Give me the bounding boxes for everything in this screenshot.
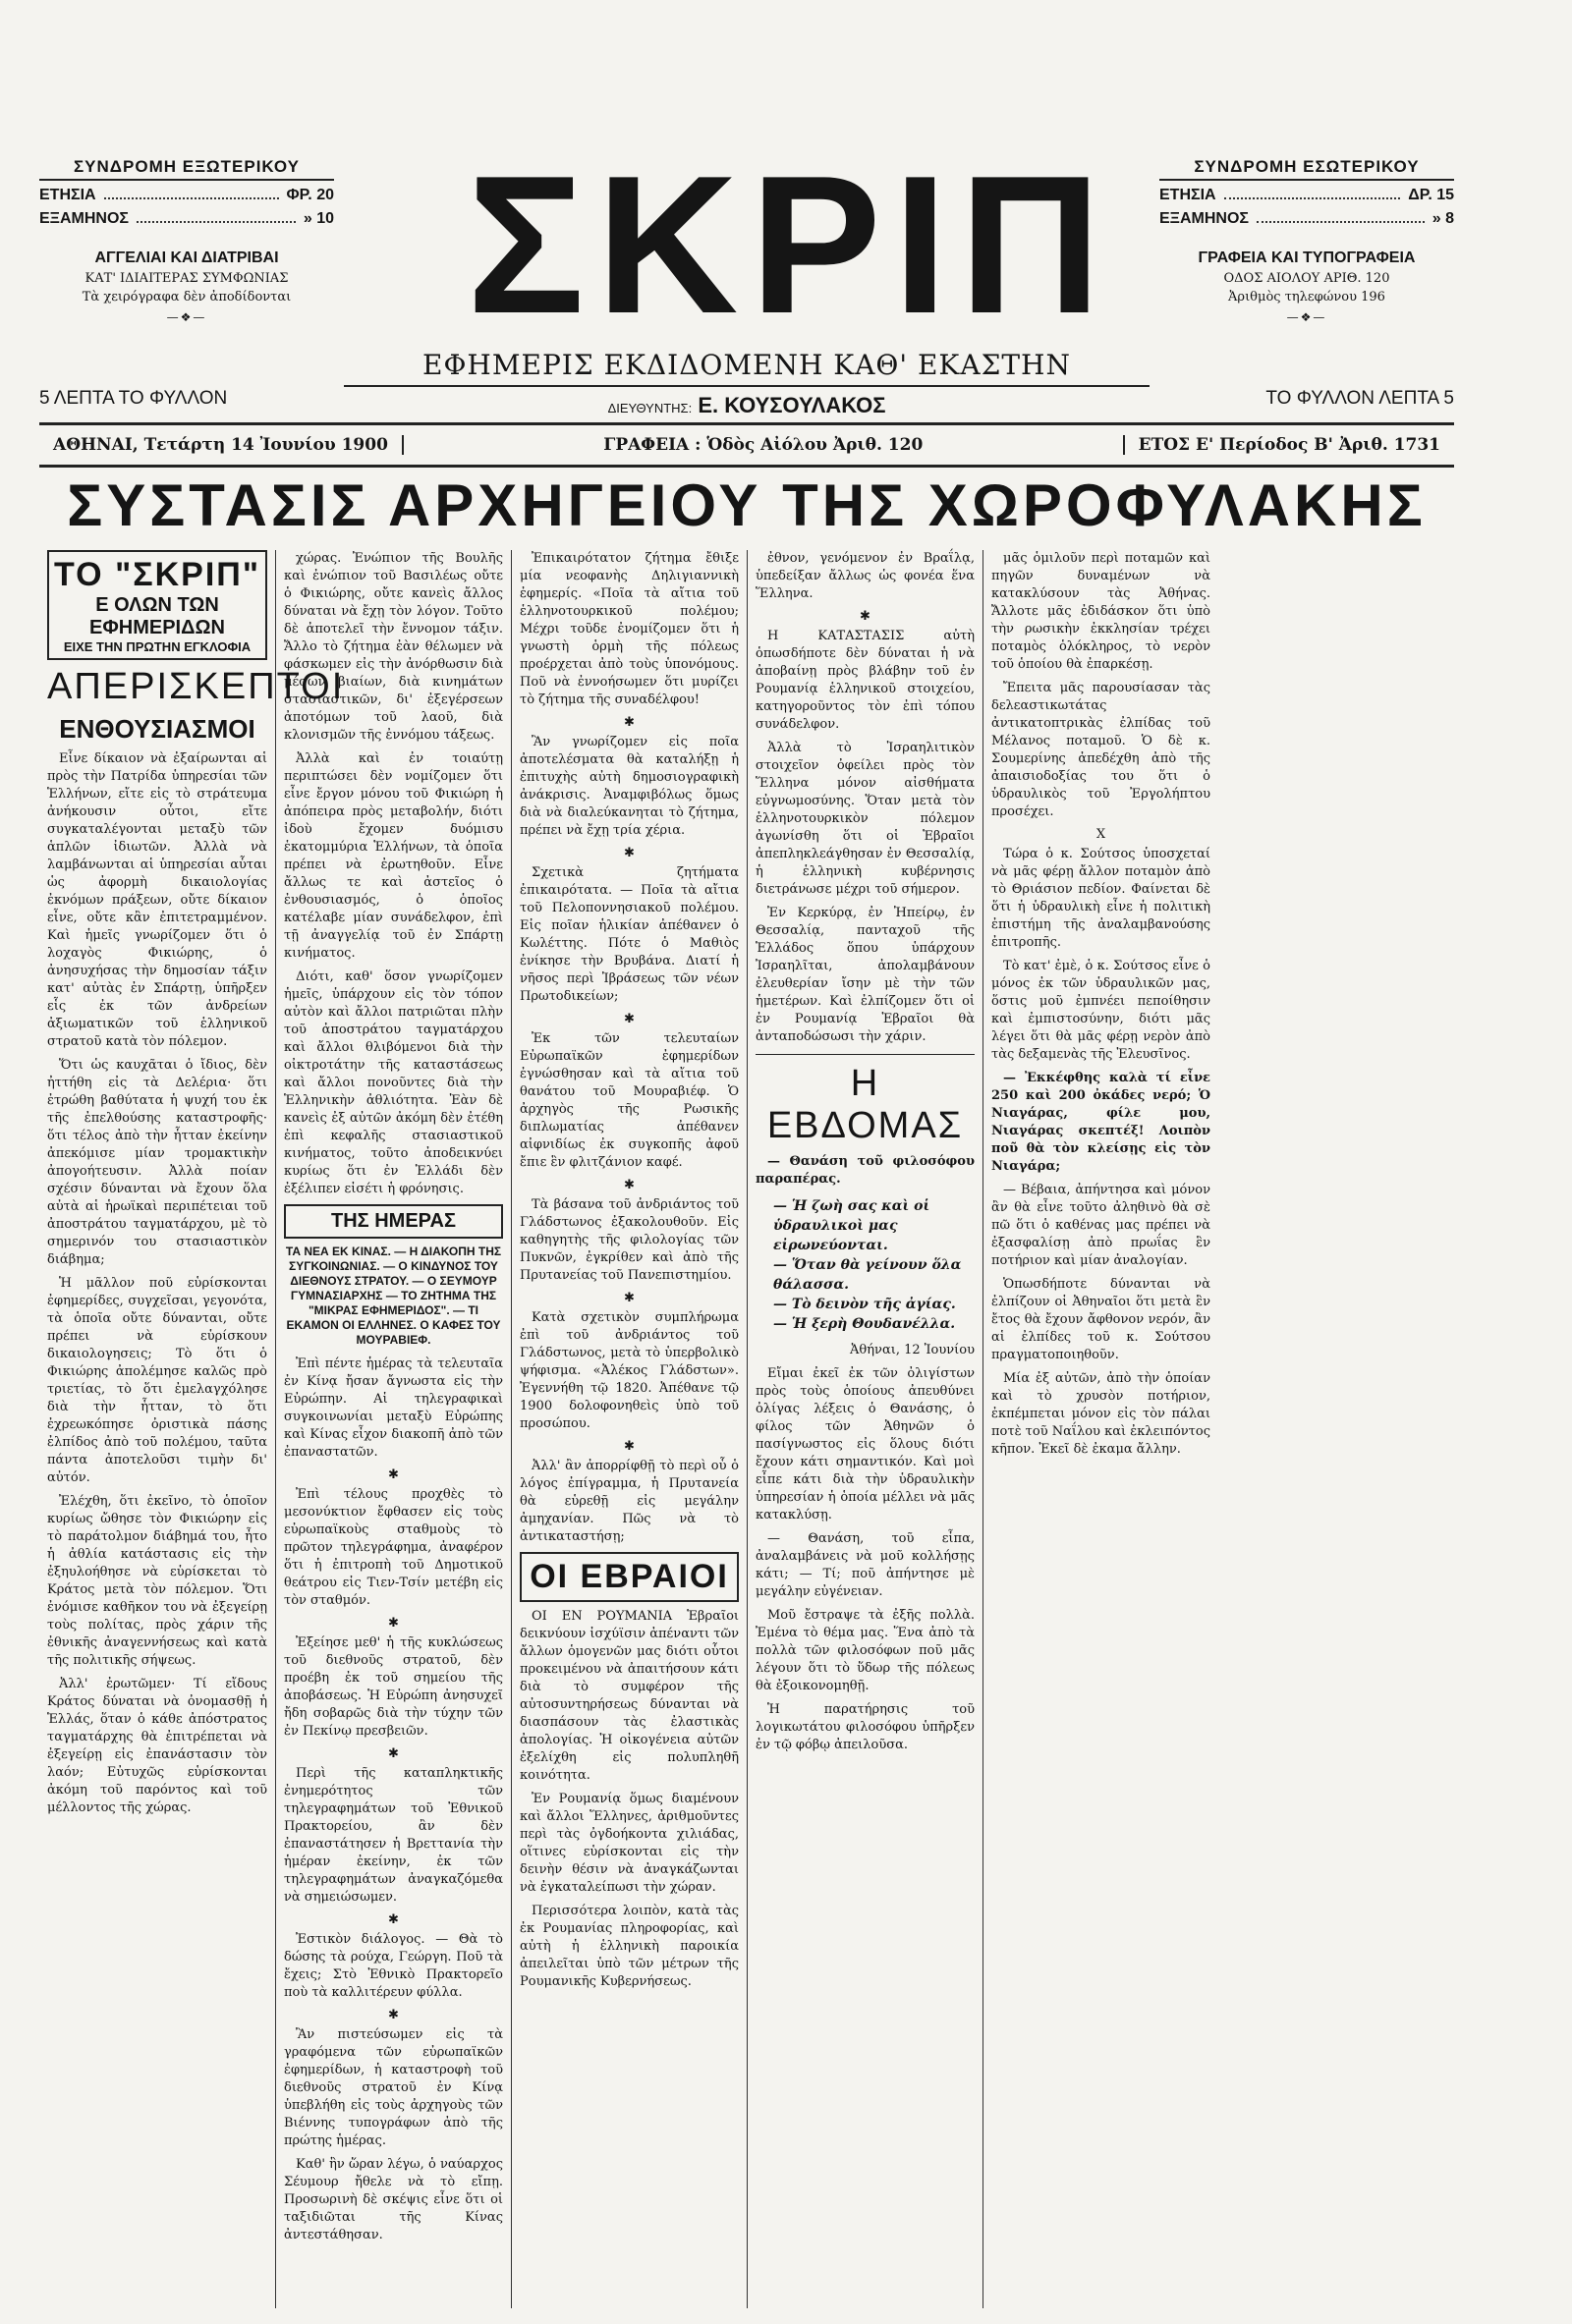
of-the-day-summary: ΤΑ ΝΕΑ ΕΚ ΚΙΝΑΣ. — Η ΔΙΑΚΟΠΗ ΤΗΣ ΣΥΓΚΟΙΝΩΝΙΑΣ. — Ο ΚΙΝΔΥΝΟΣ ΤΟΥ ΔΙΕΘΝΟΥΣ ΣΤΡΑΤΟΥ. — Ο ΣΕΥΜΟΥΡ ΓΥΜΝΑΣΙΑΡΧΗΣ — ΤΟ ΖΗΤΗΜΑ ΤΗΣ "ΜΙΚΡΑΣ ΕΦΗΜΕΡΙΔΟΣ". — ΤΙ ΕΚΑΜΟΝ ΟΙ ΕΛΛΗΝΕΣ. Ο ΚΑΦΕΣ ΤΟΥ ΜΟΥΡΑΒΙΕΦ. (285, 1245, 502, 1347)
column-3 (511, 550, 747, 2308)
subscription-abroad-heading: ΣΥΝΔΡΟΜΗ ΕΞΩΤΕΡΙΚΟΥ (39, 157, 334, 181)
column-1 (39, 550, 345, 2308)
news-paragraph: Ἐξείησε μεθ' ἡ τῆς κυκλώσεως τοῦ διεθνοῦς στρατοῦ, δὲν προέβη ἐκ τοῦ σημείου τῆς ἀποβάσεως. Ἡ Εὐρώπη ἀνησυχεῖ ἤδη σοβαρῶς διὰ τὴν τύχην τῶν ἐν Πεκίνῳ πρεσβειῶν. (284, 1635, 503, 1739)
asterisk-divider: ✱ (388, 2008, 399, 2022)
week-paragraph: Εἴμαι ἐκεῖ ἐκ τῶν ὀλιγίστων πρὸς τοὺς ὁποίους ἀπευθύνει ὀλίγας λέξεις ὁ Θανάσης, ὁ φίλος τῶν Ἀθηνῶν ὁ πασίγνωστος εἰς ὅλους διότι ἔχουν κάτι σημαντικόν. Καὶ μοὶ εἶπε κάτι διὰ τὴν ὑδραυλικὴν ὑπηρεσίαν ἡ ὁποία μέλλει νὰ μᾶς κατακλύσῃ. (756, 1366, 975, 1522)
subscription-domestic-halfyear (1159, 210, 1454, 228)
offices-note: ΓΡΑΦΕΙΑ ΚΑΙ ΤΥΠΟΓΡΑΦΕΙΑ (1198, 249, 1416, 266)
news-paragraph: Ἂν γνωρίζομεν εἰς ποῖα ἀποτελέσματα θὰ καταλήξῃ ἡ ἐπιτυχὴς αὐτὴ δημοσιογραφικὴ ἀνάκρισις. Ἀναμφιβόλως ὅμως διὰ νὰ διαλεύκανηται τὸ ζήτημα, πρέπει νὰ ἔχῃ τρία χέρια. (520, 735, 739, 838)
week-paragraph: Ὁπωσδήποτε δύνανται νὰ ἐλπίζουν οἱ Ἀθηναῖοι ὅτι μετὰ ἓν ἔτος θὰ ἔχουν ἄφθονον νερόν, ἂν αἱ ἐλπίδες τοῦ κ. Σούτσου πραγματοποιηθοῦν. (991, 1277, 1210, 1362)
news-paragraph: Ἀλλ' ἂν ἀπορρίφθῇ τὸ περὶ οὗ ὁ λόγος ἐπίγραμμα, ἡ Πρυτανεία θὰ εὑρεθῇ εἰς μεγάλην ἀμηχανίαν. Πῶς νὰ τὸ ἀντικαταστήσῃ; (520, 1459, 739, 1544)
article-paragraph: χώρας. Ἐνώπιον τῆς Βουλῆς καὶ ἐνώπιον τοῦ Βασιλέως οὔτε ὁ Φικιώρης, οὔτε κανεὶς ἄλλος δύναται νὰ ἔχῃ τὸν λόγον. Τοῦτο δὲ ἀποτελεῖ τὴν ἔννομον τάξιν. Ἄλλο τὸ ζήτημα ἐὰν θέλωμεν νὰ φάσκωμεν εἰς τὴν ἀνόρθωσιν διὰ μέσων βιαίων, διὰ κινημάτων στασιαστικῶν, δι' ἐξεγέρσεων ἀποτόμων τοῦ λαοῦ, διὰ κλονισμῶν τῆς ἐννόμου τάξεως. (284, 551, 503, 743)
news-paragraph: Ἐκ τῶν τελευταίων Εὐρωπαϊκῶν ἐφημερίδων ἐγνώσθησαν καὶ τὰ αἴτια τοῦ θανάτου τοῦ Μουραβιέφ. Ὁ ἀρχηγὸς τῆς Ρωσικῆς διπλωματίας ἀπέθανεν αἰφνιδίως ἐκ συγκοπῆς ἀφοῦ ἔπιε ἓν φλιτζάνιον καφέ. (520, 1031, 739, 1170)
week-quote: — Ἐκκέφθης καλὰ τί εἶνε 250 καὶ 200 ὀκάδες νερό; Ὁ Νιαγάρας, φίλε μου, Νιαγάρας σκεπτέξ! Λοιπὸν ποῦ θὰ τὸν κλείσῃς εἰς τὸν Νιαγάρα; (991, 1071, 1210, 1174)
advertisements-note: ΑΓΓΕΛΙΑΙ ΚΑΙ ΔΙΑΤΡΙΒΑΙ (94, 249, 279, 266)
news-paragraph: Ἐστικὸν διάλογος. — Θὰ τὸ δώσης τὰ ρούχα, Γεώργη. Ποῦ τὰ ἔχεις; Στὸ Ἐθνικὸ Πρακτορεῖο ποὺ τὰ καλλιτέρευν φύλλα. (284, 1932, 503, 2000)
issue-date: ΑΘΗΝΑΙ, Τετάρτη 14 Ἰουνίου 1900 (53, 435, 388, 455)
asterisk-divider: ✱ (388, 1746, 399, 1761)
of-the-day-title: ΤΗΣ ΗΜΕΡΑΣ (331, 1210, 456, 1232)
article-paragraph: Ἀλλὰ καὶ ἐν τοιαύτῃ περιπτώσει δὲν νομίζομεν ὅτι εἶνε ἔργον μόνου τοῦ Φικιώρη ἡ ἀπόπειρα πρὸς μεταβολήν, διότι ἰδοὺ ἔχομεν δυόμισυ ἑκατομμύρια Ἑλλήνων, τὰ ὁποῖα πρέπει νὰ ἐρωτηθοῦν. Εἶνε ἄλλως τε καὶ ἀστεῖος ὁ ἐνθουσιασμός, ὁ ὁποῖος κατέλαβε μίαν συνάδελφον, ἐπὶ τῇ ἀναγγελίᾳ τοῦ ἐν Σπάρτῃ κινήματος. (284, 751, 503, 961)
week-paragraph: Ἔπειτα μᾶς παρουσίασαν τὰς δελεαστικωτάτας ἀντικατοπτρικὰς ἐλπίδας τοῦ Μέλανος ποταμοῦ. Ὁ δὲ κ. Σουμερίνης ἀπεδέχθη ἀπὸ τῆς ἀπαισιοδοξίας του ὅτι ὁ ὑδραυλικὸς τοῦ Ἐργολήπτου προσέχει. (991, 681, 1210, 819)
article-paragraph: Ὅτι ὡς καυχᾶται ὁ ἴδιος, δὲν ἠττήθη εἰς τὰ Δελέρια· ὅτι ἐτρώθη βαθύτατα ἡ ψυχή του ἐκ τῆς ἐπελθούσης καταστροφῆς· ὅτι τέλος ἀπὸ τὴν ἧτταν ἐκείνην ἀπεκόμισε μίαν τρομακτικὴν ἀπογοήτευσιν. Ἀλλὰ ποίαν σχέσιν δύνανται νὰ ἔχουν ὅλα αὐτὰ αἱ ἡρωϊκαὶ περιπέτειαι τοῦ ἀποστράτου ταγματάρχου, μὲ τὸ σημερινόν του στασιαστικὸν διάβημα; (47, 1058, 267, 1267)
asterisk-divider: ✱ (624, 715, 635, 730)
skrip-first-box (47, 550, 267, 660)
subscription-domestic-yearly (1159, 187, 1454, 204)
article-columns (39, 550, 1454, 2308)
manuscripts-note: Τὰ χειρόγραφα δὲν ἀποδίδονται (82, 290, 292, 304)
week-paragraph: Τὸ κατ' ἐμὲ, ὁ κ. Σούτσος εἶνε ὁ μόνος ἐκ τῶν ὑδραυλικῶν μας, ὅστις μοῦ ἐμπνέει πεποίθησιν καὶ ἐμπιστοσύνην, διότι μᾶς λέγει ὅτι θὰ μᾶς φέρῃ νερὸν ἀπὸ τὰς δεξαμενὰς τῆς Ἐλευσῖνος. (991, 959, 1210, 1062)
article-paragraph: Εἶνε δίκαιον νὰ ἐξαίρωνται αἱ πρὸς τὴν Πατρίδα ὑπηρεσίαι τῶν Ἑλλήνων, εἴτε εἰς τὸ στράτευμα ἀνήκουσιν οὗτοι, εἴτε συγκαταλέγονται μεταξὺ τῶν ἁπλῶν ἰδιωτῶν. Ἀλλὰ νὰ λαμβάνωνται αἱ ὑπηρεσίαι αὗται ὡς ἀφορμὴ δικαιολογίας ἐκνόμων πράξεων, οὔτε δίκαιον εἶνε, οὔτε κἂν ἐπιτετραμμένον. Καὶ ἡμεῖς γνωρίζομεν ὅτι ὁ λοχαγὸς Φικιώρης, ὁ ἀνησυχήσας τὴν δημοσίαν τάξιν κατ' αὐτὰς ἐν Σπάρτῃ, ὑπῆρξεν εἷς ἐκ τῶν ἀνδρείων ἀξιωματικῶν τοῦ ἑλληνικοῦ στρατοῦ κατὰ τὸν πόλεμον. (47, 751, 267, 1049)
article-paragraph: ἐθνον, γενόμενον ἐν Βραΐλᾳ, ὑπεδείξαν ἄλλως ὡς φονέα ἕνα Ἕλληνα. (756, 551, 975, 601)
office-address: ΓΡΑΦΕΙΑ : Ὁδὸς Αἰόλου Ἀριθ. 120 (402, 435, 1123, 455)
halfyear-label: ΕΞΑΜΗΝΟΣ (39, 210, 130, 227)
article-paragraph: Ἀλλ' ἐρωτῶμεν· Τί εἴδους Κράτος δύναται νὰ ὀνομασθῇ ἡ Ἑλλάς, ὅταν ὁ κάθε ἀπόστρατος ταγματάρχης θὰ ἐπιτρέπεται νὰ ἐξεγείρῃ εἰς ἐπανάστασιν τὸν λαόν; Εὐτυχῶς εὑρίσκονται ἀκόμη τοῦ παρόντος καὶ τοῦ μέλλοντος τῆς χώρας. (47, 1677, 267, 1815)
asterisk-divider: ✱ (860, 609, 870, 624)
news-paragraph: Κατὰ σχετικὸν συμπλήρωμα ἐπὶ τοῦ ἀνδριάντος τοῦ Γλάδστωνος, μετὰ τὸ ὑπερβολικὸ ψήφισμα. «Ἀλέκος Γλάδστων». Ἐγεννήθη τῷ 1820. Ἀπέθανε τῷ 1900 δολοφονηθεὶς ὑπὸ τοῦ προσώπου. (520, 1310, 739, 1431)
article-paragraph: Η ΚΑΤΑΣΤΑΣΙΣ αὐτὴ ὁπωσδήποτε δὲν δύναται ἡ νὰ ἀποβαίνῃ πρὸς βλάβην τοῦ ἐν Ρουμανίᾳ ἑλληνικοῦ στοιχείου, κατηγοροῦντος τὸν ἐπὶ τόπου συνάδελφον. (756, 629, 975, 732)
news-paragraph: Ἐπὶ τέλους προχθὲς τὸ μεσονύκτιον ἔφθασεν εἰς τοὺς εὐρωπαϊκοὺς σταθμοὺς τὸ πρῶτον τηλεγράφημα, ἀναφέρον ὅτι ἡ ἐπιτροπὴ τοῦ Δημοτικοῦ θεάτρου εἰς Τιεν-Τσίν μετέβη εἰς τὸν σταθμόν. (284, 1487, 503, 1608)
asterisk-divider: ✱ (388, 1616, 399, 1631)
main-headline: ΣΥΣΤΑΣΙΣ ΑΡΧΗΓΕΙΟΥ ΤΗΣ ΧΩΡΟΦΥΛΑΚΗΣ (67, 472, 1427, 538)
director-line (501, 393, 992, 418)
week-paragraph: — Θανάση, τοῦ εἶπα, ἀναλαμβάνεις νὰ μοῦ κολλήσῃς κάτι; — Τί; ποῦ ἀπήντησε μὲ μεγάλην εὐγένειαν. (756, 1531, 975, 1599)
article-paragraph: Διότι, καθ' ὅσον γνωρίζομεν ἡμεῖς, ὑπάρχουν εἰς τὸν τόπον αὐτὸν καὶ ἄλλοι πατριῶται πλὴν τοῦ ἀποστράτου ταγματάρχου καὶ ἄλλοι θλιβόμενοι διὰ τὴν οἰκτροτάτην τῆς καταστάσεως καὶ ἄλλοι πονοῦντες διὰ τὴν Ἑλληνικὴν ἀθλιότητα. Ἐὰν δὲ κανεὶς ἐξ αὐτῶν ἀκόμη δὲν ἐτέθη ἐπὶ κεφαλῆς στασιαστικοῦ κινήματος, τοῦτο ἀποδεικνύει κυρίως ὅτι ἐν Ἑλλάδι δὲν ἐξέλιπεν εἰσέτι ἡ φρόνησις. (284, 969, 503, 1196)
subscription-abroad-halfyear (39, 210, 334, 228)
cross-divider: Χ (1095, 827, 1106, 842)
news-paragraph: Καθ' ἣν ὥραν λέγω, ὁ ναύαρχος Σέυμουρ ἤθελε νὰ τὸ εἴπῃ. Προσωρινὴ δὲ σκέψις εἶνε ὅτι οἱ ταξιδιῶται τῆς Κίνας ἀντεστάθησαν. (284, 2157, 503, 2242)
news-paragraph: Ἐπικαιρότατον ζήτημα ἔθιξε μία νεοφανὴς Δηλιγιαννικὴ ἐφημερίς. «Ποῖα τὰ αἴτια τοῦ ἑλληνοτουρκικοῦ πολέμου; Μέχρι τοῦδε ἐνομίζομεν ὅτι ἡ γνωστὴ ὁρμὴ τῆς πόλεως προέρχεται ἀπὸ τοὺς ὑπονόμους. Ποῦ νὰ ἐννοήσωμεν ὅτι μυρίζει τὸ ζήτημα τῆς συναδέλφου! (520, 551, 739, 707)
column-5 (982, 550, 1218, 2308)
director-label: ΔΙΕΥΘΥΝΤΗΣ: (607, 401, 693, 415)
week-dateline: Ἀθήναι, 12 Ἰουνίου (850, 1343, 975, 1357)
section-divider (756, 1054, 975, 1055)
news-paragraph: Τὰ βάσανα τοῦ ἀνδριάντος τοῦ Γλάδστωνος ἐξακολουθοῦν. Εἰς καθηγητὴς τῆς φιλολογίας τῶν Πυκνῶν, ἐγκρίθεν καὶ ἀπὸ τῆς Πρυτανείας τοῦ Πανεπιστημίου. (520, 1197, 739, 1283)
week-paragraph: Μία ἐξ αὐτῶν, ἀπὸ τὴν ὁποίαν καὶ τὸ χρυσὸν ποτήριον, ἐκπέμπεται μόνον εἰς τὸν πάλαι ποτὲ τοῦ Ναΐλου καὶ ἐκλειπόντος κῆπον. Ἐκεῖ δὲ ἐκαμα ἄλλην. (991, 1371, 1210, 1457)
of-the-day-box (284, 1204, 503, 1239)
week-paragraph: Ἡ παρατήρησις τοῦ λογικωτάτου φιλοσόφου ὑπῆρξεν ἐν τῷ φόβῳ ἀπειλοῦσα. (756, 1702, 975, 1752)
article-paragraph: Ἐλέχθη, ὅτι ἐκεῖνο, τὸ ὁποῖον κυρίως ὤθησε τὸν Φικιώρην εἰς τὸ παράτολμον διάβημά του, ἦτο ἡ ἀθλία κατάστασις εἰς τὴν ἐξηυλοήθησε νὰ εὑρίσκεται τὸ Κράτος μετὰ τὸν πόλεμον. Ὅτι ἐνόμισε καθῆκον του νὰ ἐξεγείρῃ τοὺς πολίτας, πρὸς χάριν τῆς ἐθνικῆς ἀναγεννήσεως καὶ κατὰ τῆς πολιτικῆς σήψεως. (47, 1494, 267, 1668)
news-paragraph: Ἂν πιστεύσωμεν εἰς τὰ γραφόμενα τῶν εὐρωπαϊκῶν ἐφημερίδων, ἡ καταστροφὴ τοῦ διεθνοῦς στρατοῦ ἐν Κίνᾳ ὑπεβλήθη εἰς τοὺς ἀρχηγοὺς τῶν Βιέννης τυπογράφων ἀπὸ τῆς πρώτης ἡμέρας. (284, 2027, 503, 2148)
telephone-note: Ἀριθμὸς τηλεφώνου 196 (1228, 290, 1385, 304)
skrip-box-note: ΕΙΧΕ ΤΗΝ ΠΡΩΤΗΝ ΕΓΚΛΟΦΙΑ (63, 639, 252, 654)
dateline (39, 422, 1454, 468)
column-4 (747, 550, 982, 2308)
yearly-price: ΔΡ. 15 (1408, 187, 1454, 203)
jews-article-box (520, 1552, 739, 1602)
article-paragraph: Περισσότερα λοιπὸν, κατὰ τὰς ἐκ Ρουμανίας πληροφορίας, καὶ αὐτὴ ἡ ἑλληνικὴ παροικία ἀπειλεῖται ὑπὸ τῶν μέτρων τῆς Ρουμανικῆς Κυβερνήσεως. (520, 1904, 739, 1989)
week-paragraph: — Βέβαια, ἀπήντησα καὶ μόνον ἂν θὰ εἶνε τοῦτο ἀληθινὸ θὰ σὲ πῶ ὅτι ὁ καθένας μας πρέπει νὰ ἐξασφαλίσῃ ἀπὸ πρωΐας ἓν ποτήριον καὶ μίαν ἀναλογίαν. (991, 1183, 1210, 1268)
price-right: ΤΟ ΦΥΛΛΟΝ ΛΕΠΤΑ 5 (1265, 388, 1454, 409)
subscription-domestic (1159, 157, 1454, 324)
agreement-note: ΚΑΤ' ΙΔΙΑΙΤΕΡΑΣ ΣΥΜΦΩΝΙΑΣ (84, 271, 289, 286)
week-paragraph: Τώρα ὁ κ. Σούτσος ὑποσχεταί νὰ μᾶς φέρῃ ἄλλον ποταμὸν ἀπὸ τὸ Θριάσιον πεδίον. Φαίνεται δὲ ὅτι ἡ ὑδραυλικὴ εἶνε ἡ πολιτικὴ ἐπιστήμη τῆς ἀναλαμβανούσης ἐπιτροπῆς. (991, 847, 1210, 950)
asterisk-divider: ✱ (388, 1912, 399, 1927)
asterisk-divider: ✱ (624, 846, 635, 860)
article-subtitle: ΕΝΘΟΥΣΙΑΣΜΟΙ (59, 714, 255, 744)
week-verses: — Ἡ ζωὴ σας καὶ οἱ ὑδραυλικοὶ μας εἰρωνεύονται. — Ὅταν θὰ γείνουν ὅλα θάλασσα. — Τὸ δεινὸν τῆς ἀγίας. — Ἡ ξερὴ Θουδανέλλα. (773, 1198, 962, 1332)
asterisk-divider: ✱ (624, 1178, 635, 1192)
asterisk-divider: ✱ (624, 1291, 635, 1305)
director-name: Ε. ΚΟΥΣΟΥΛΑΚΟΣ (698, 393, 886, 417)
yearly-label: ΕΤΗΣΙΑ (1159, 187, 1216, 203)
newspaper-logo: ΣΚΡΙΠ (467, 136, 1113, 355)
tagline: ΕΦΗΜΕΡΙΣ ΕΚΔΙΔΟΜΕΝΗ ΚΑΘ' ΕΚΑΣΤΗΝ (344, 349, 1150, 387)
yearly-price: ΦΡ. 20 (286, 187, 334, 203)
halfyear-label: ΕΞΑΜΗΝΟΣ (1159, 210, 1250, 227)
halfyear-price: » 8 (1432, 210, 1454, 227)
asterisk-divider: ✱ (624, 1439, 635, 1454)
article-title: ΑΠΕΡΙΣΚΕΠΤΟΙ (47, 666, 345, 707)
masthead (39, 136, 1454, 452)
skrip-box-title: ΤΟ "ΣΚΡΙΠ" (54, 556, 260, 593)
price-left: 5 ΛΕΠΤΑ ΤΟ ΦΥΛΛΟΝ (39, 388, 228, 409)
week-paragraph: μᾶς ὁμιλοῦν περὶ ποταμῶν καὶ πηγῶν δυναμένων νὰ κατακλύσουν τὰς Ἀθήνας. Ἄλλοτε μᾶς ἐδιδάσκον ὅτι ὑπὸ τὴν ρωσικὴν ἐκκλησίαν τρέχει ποταμὸς ὁλόκληρος, τὸ νερὸν τοῦ ὁποίου θὰ ἐπαρκέσῃ. (991, 551, 1210, 672)
subscription-abroad-yearly (39, 187, 334, 204)
halfyear-price: » 10 (303, 210, 334, 227)
week-paragraph: Μοῦ ἔστραψε τὰ ἐξῆς πολλὰ. Ἐμένα τὸ θέμα μας. Ἕνα ἀπὸ τὰ πολλὰ τῶν φιλοσόφων ποῦ μᾶς λέγουν ὅτι τὸ ὕδωρ τῆς πόλεως θὰ ἐξοικονομηθῇ. (756, 1608, 975, 1693)
yearly-label: ΕΤΗΣΙΑ (39, 187, 96, 203)
week-lead: — Θανάση τοῦ φιλοσόφου παραπέρας. (756, 1154, 975, 1187)
article-paragraph: Ἡ μᾶλλον ποῦ εὑρίσκονται ἐφημερίδες, συγχεῖσαι, γεγονότα, τὰ ὁποῖα οὔτε δύνανται, οὔτε πρέπει νὰ εὑρίσκουν δικαιολογησεις; Τὸ ὅτι ὁ Φικιώρης ἀπολέμησε καλῶς πρὸ τριετίας, τὸ ὅτι ἐμελαγχόλησε διὰ τὴν ἧτταν, τὸ ὅτι ἐχρεωκόπησε ὀριστικὰ πάσης ἐλπίδος ἀπὸ τοῦ πολέμου, ταῦτα πάντα ἀποτελοῦσι τιμὴν δι' αὐτόν. (47, 1276, 267, 1485)
subscription-domestic-heading: ΣΥΝΔΡΟΜΗ ΕΣΩΤΕΡΙΚΟΥ (1159, 157, 1454, 181)
address-note: ΟΔΟΣ ΑΙΟΛΟΥ ΑΡΙΘ. 120 (1223, 271, 1390, 286)
asterisk-divider: ✱ (388, 1467, 399, 1482)
article-paragraph: Ἐν Κερκύρᾳ, ἐν Ἠπείρῳ, ἐν Θεσσαλίᾳ, πανταχοῦ τῆς Ἑλλάδος ὅπου ὑπάρχουν Ἰσραηλῖται, ἀπολαμβάνουν ἐλευθερίαν ἴσην μὲ τὴν τῶν ἡμετέρων. Καὶ ἐλπίζομεν ὅτι οἱ ἐν Ρουμανίᾳ Ἑβραῖοι θὰ ἀνταποδώσωσι τὴν χάριν. (756, 906, 975, 1044)
article-paragraph: Ἀλλὰ τὸ Ἰσραηλιτικὸν στοιχεῖον ὀφείλει πρὸς τὸν Ἕλληνα μόνον αἰσθήματα εὐγνωμοσύνης. Ὅταν μετὰ τὸν ἑλληνοτουρκικὸν πόλεμον ἀγωνίσθη ὅτι οἱ Ἑβραῖοι ἀπεπληκλεάγθησαν ἐν Θεσσαλίᾳ, ἡ ἑλληνικὴ κυβέρνησις διετράνωσε μέχρι τοῦ σήμερον. (756, 741, 975, 897)
week-section-title: Η ΕΒΔΟΜΑΣ (766, 1063, 964, 1146)
column-2 (275, 550, 511, 2308)
skrip-box-subtitle: Ε ΟΛΩΝ ΤΩΝ ΕΦΗΜΕΡΙΔΩΝ (89, 594, 225, 638)
ornament-divider: —❖— (1286, 310, 1327, 324)
asterisk-divider: ✱ (624, 1012, 635, 1026)
subscription-abroad (39, 157, 334, 324)
article-paragraph: Ἐν Ρουμανίᾳ ὅμως διαμένουν καὶ ἄλλοι Ἕλληνες, ἀριθμοῦντες περὶ τὰς ὀγδοήκοντα χιλιάδας, οἵτινες εὑρίσκονται εἰς τὴν δεινὴν θέσιν νὰ ἀναγκάζωνται νὰ ἐγκαταλείπωσι τὴν χώραν. (520, 1792, 739, 1895)
news-paragraph: Περὶ τῆς καταπληκτικῆς ἐνημερότητος τῶν τηλεγραφημάτων τοῦ Ἐθνικοῦ Πρακτορείου, ἂν δὲν ἐπαναστάτησεν ἡ Βρεττανία τὴν ἡμέραν ἐκείνην, ἐκ τῶν τηλεγραφημάτων ἀναγκαζόμεθα νὰ σημειώσωμεν. (284, 1766, 503, 1905)
ornament-divider: —❖— (166, 310, 207, 324)
jews-article-title: ΟΙ ΕΒΡΑΙΟΙ (530, 1558, 729, 1595)
article-paragraph: ΟΙ ΕΝ ΡΟΥΜΑΝΙΑ Ἑβραῖοι δεικνύουν ἰσχύϊσιν ἀπέναντι τῶν ἄλλων ὁμογενῶν μας διότι οὗτοι προκειμένου νὰ ἀπαιτήσουν κάτι διὰ τὸ συμφέρον τῆς αὐτοσυντηρήσεως δύνανται νὰ διασπάσουν τὰς ἐλαστικὰς ἀπολογίας. Ἡ οἰκογένεια αὐτῶν ἐξελίχθη εἰς πολυπληθῆ κοινότητα. (520, 1609, 739, 1783)
news-paragraph: Ἐπὶ πέντε ἡμέρας τὰ τελευταῖα ἐν Κίνᾳ ἤσαν ἄγνωστα εἰς τὴν Εὐρώπην. Αἱ τηλεγραφικαὶ συγκοινωνίαι μεταξὺ Εὐρώπης καὶ Κίνας εἶχον διακοπῆ ἀπὸ τῶν ἐπαναστατῶν. (284, 1356, 503, 1460)
issue-number: ΕΤΟΣ Ε' Περίοδος Β' Ἀριθ. 1731 (1123, 435, 1454, 455)
news-paragraph: Σχετικὰ ζητήματα ἐπικαιρότατα. — Ποῖα τὰ αἴτια τοῦ Πελοποννησιακοῦ πολέμου. Εἰς ποῖαν ἡλικίαν ἀπέθανεν ὁ Κωλέττης. Πότε ὁ Μαθιὸς ἐνίκησε τὴν Βρυβάνα. Διατί ἡ νῆσος περὶ Ἰβράσεως τῶν νέων Πρωτοδικείων; (520, 865, 739, 1004)
